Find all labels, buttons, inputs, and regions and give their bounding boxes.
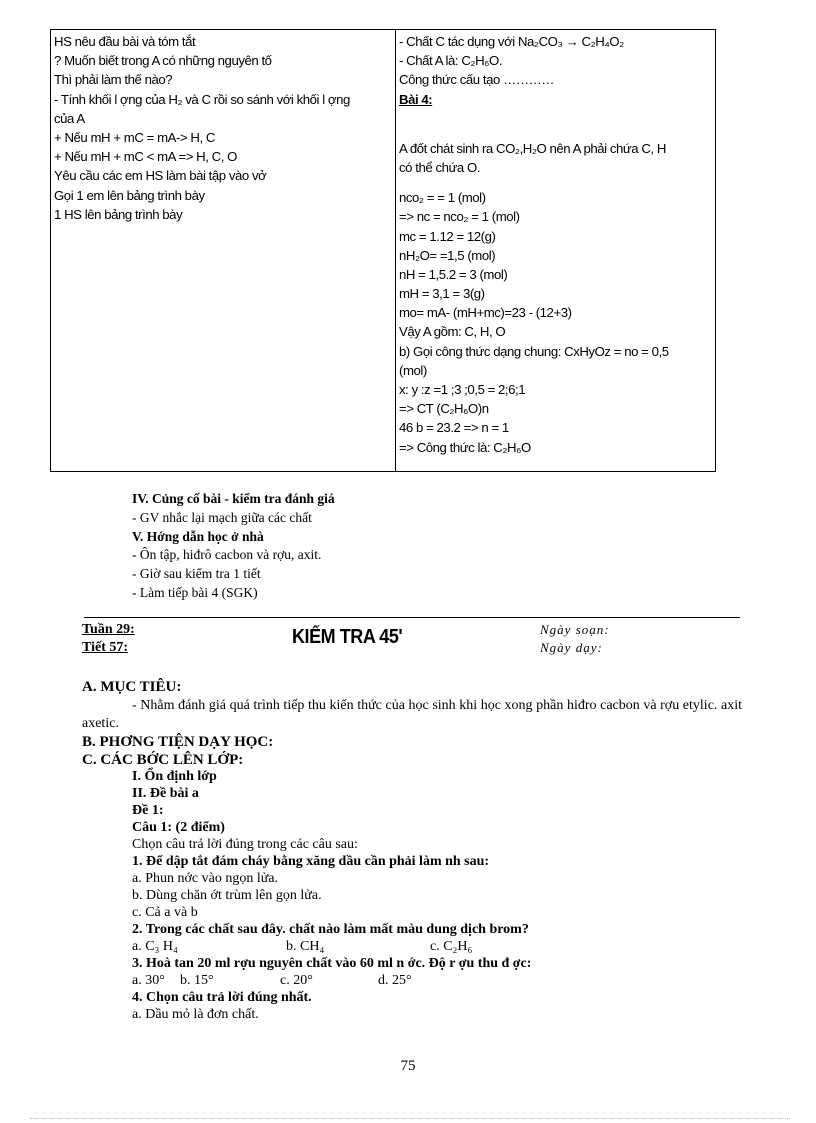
step-1: I. Ổn định lớp: [132, 769, 217, 784]
table-left-line: của A: [54, 110, 85, 126]
student-activity-column: [396, 30, 715, 471]
homework-item: - Làm tiếp bài 4 (SGK): [132, 584, 258, 600]
steps-heading: C. CÁC BỚC LÊN LỚP:: [82, 752, 244, 768]
page-title: KIỂM TRA 45': [292, 626, 403, 648]
section-divider: [84, 617, 740, 618]
instruction-text: Chọn câu trả lời đúng trong các câu sau:: [132, 837, 358, 852]
calc-line: => Công thức là: C₂H₆O: [399, 439, 531, 455]
prepared-date-label: Ngày soạn:: [540, 622, 610, 637]
exercise-4-heading: Bài 4:: [399, 91, 433, 107]
answer-option: b. Dùng chăn ớt trùm lên gọn lửa.: [132, 888, 322, 903]
table-left-line: HS nêu đầu bài và tóm tắt: [54, 34, 196, 49]
materials-heading: B. PHƠNG TIỆN DẠY HỌC:: [82, 734, 274, 750]
question-1: 1. Để dập tắt đám cháy bằng xăng dầu cần phải làm nh sau:: [132, 854, 490, 869]
objectives-text: - Nhằm đánh giá quá trình tiếp thu kiến thức của học sinh khi học xong phần hiđro cacbon và rợu etylic. axit axetic.: [82, 698, 742, 731]
table-right-line: A đốt chát sinh ra CO₂,H₂O nên A phải chứa C, H: [399, 140, 666, 156]
review-section: [132, 490, 692, 603]
table-left-line: Gọi 1 em lên bảng trình bày: [54, 187, 205, 203]
teaching-date-label: Ngày dạy:: [540, 640, 603, 655]
table-left-line: + Nếu mH + mC = mA-> H, C: [54, 129, 215, 145]
question-4: 4. Chọn câu trả lời đúng nhất.: [132, 990, 312, 1005]
table-right-line: - Chất A là: C₂H₆O.: [399, 53, 503, 69]
calc-line: 46 b = 23.2 => n = 1: [399, 420, 509, 436]
table-right-line: Công thức cấu tạo …………: [399, 72, 555, 88]
section-v-heading: V. Hớng dẫn học ở nhà: [132, 528, 264, 544]
calc-line: nH₂O= =1,5 (mol): [399, 247, 496, 263]
lesson-body: [82, 678, 742, 1023]
answer-option: a. C₃ H₄: [132, 939, 178, 954]
calc-line: => nc = nco₂ = 1 (mol): [399, 209, 520, 225]
calc-line: => CT (C₂H₆O)n: [399, 401, 489, 417]
answer-option: d. 25°: [378, 973, 412, 988]
answer-option: c. Cả a và b: [132, 905, 198, 920]
answer-option: c. C₂H₆: [430, 939, 473, 954]
objectives-heading: A. MỤC TIÊU:: [82, 679, 182, 695]
calc-line: mo= mA- (mH+mc)=23 - (12+3): [399, 305, 572, 321]
table-right-line: - Chất C tác dụng với Na₂CO₃ → C₂H₄O₂: [399, 34, 624, 49]
lesson-header: [82, 622, 742, 662]
calc-line: (mol): [399, 362, 427, 378]
question-2: 2. Trong các chất sau đây. chất nào làm mất màu dung dịch brom?: [132, 922, 529, 937]
answer-option: a. Phun nớc vào ngọn lửa.: [132, 871, 279, 886]
page-number: 75: [400, 1058, 416, 1074]
table-left-line: + Nếu mH + mC < mA => H, C, O: [54, 149, 237, 165]
teacher-activity-column: [51, 30, 396, 471]
answer-options-row: [82, 938, 742, 955]
step-2: II. Đề bài a: [132, 786, 199, 801]
answer-option: a. 30°: [132, 973, 165, 988]
homework-item: - Giờ sau kiểm tra 1 tiết: [132, 566, 261, 582]
table-left-line: - Tính khối l ợng của H₂ và C rồi so sánh với khối l ợng: [54, 91, 350, 107]
calc-line: b) Gọi công thức dạng chung: CxHyOz = no = 0,5: [399, 343, 669, 359]
review-line: - GV nhắc lại mạch giữa các chất: [132, 509, 312, 525]
table-left-line: ? Muốn biết trong A có những nguyên tố: [54, 53, 272, 69]
calc-line: mH = 3,1 = 3(g): [399, 286, 485, 302]
answer-options-row: [82, 972, 742, 989]
calc-line: x: y :z =1 ;3 ;0,5 = 2;6;1: [399, 382, 526, 397]
period-label: Tiết 57:: [82, 640, 129, 655]
question-3: 3. Hoà tan 20 ml rợu nguyên chất vào 60 ml n ớc. Độ r ợu thu đ ợc:: [132, 956, 532, 971]
answer-option: b. 15°: [180, 973, 214, 988]
table-left-line: Yêu cầu các em HS làm bài tập vào vở: [54, 168, 267, 184]
table-left-line: 1 HS lên bảng trình bày: [54, 206, 183, 222]
calc-line: nco₂ = = 1 (mol): [399, 190, 486, 206]
exam-1-heading: Đề 1:: [132, 803, 164, 818]
answer-option: c. 20°: [280, 973, 313, 988]
answer-option: a. Dầu mỏ là đơn chất.: [132, 1007, 259, 1022]
calc-line: mc = 1.12 = 12(g): [399, 228, 496, 244]
table-right-line: có thể chứa O.: [399, 159, 480, 175]
page-edge-divider: [30, 1118, 790, 1119]
homework-item: - Ôn tập, hiđrô cacbon và rợu, axit.: [132, 547, 322, 563]
question-1-heading: Câu 1: (2 điểm): [132, 820, 225, 835]
calc-line: Vậy A gồm: C, H, O: [399, 324, 506, 340]
calc-line: nH = 1,5.2 = 3 (mol): [399, 266, 508, 282]
answer-option: b. CH₄: [286, 939, 325, 954]
week-label: Tuần 29:: [82, 622, 135, 637]
table-left-line: Thì phải làm thế nào?: [54, 72, 173, 88]
section-iv-heading: IV. Củng cố bài - kiểm tra đánh giá: [132, 491, 335, 506]
lesson-table: [50, 29, 716, 472]
